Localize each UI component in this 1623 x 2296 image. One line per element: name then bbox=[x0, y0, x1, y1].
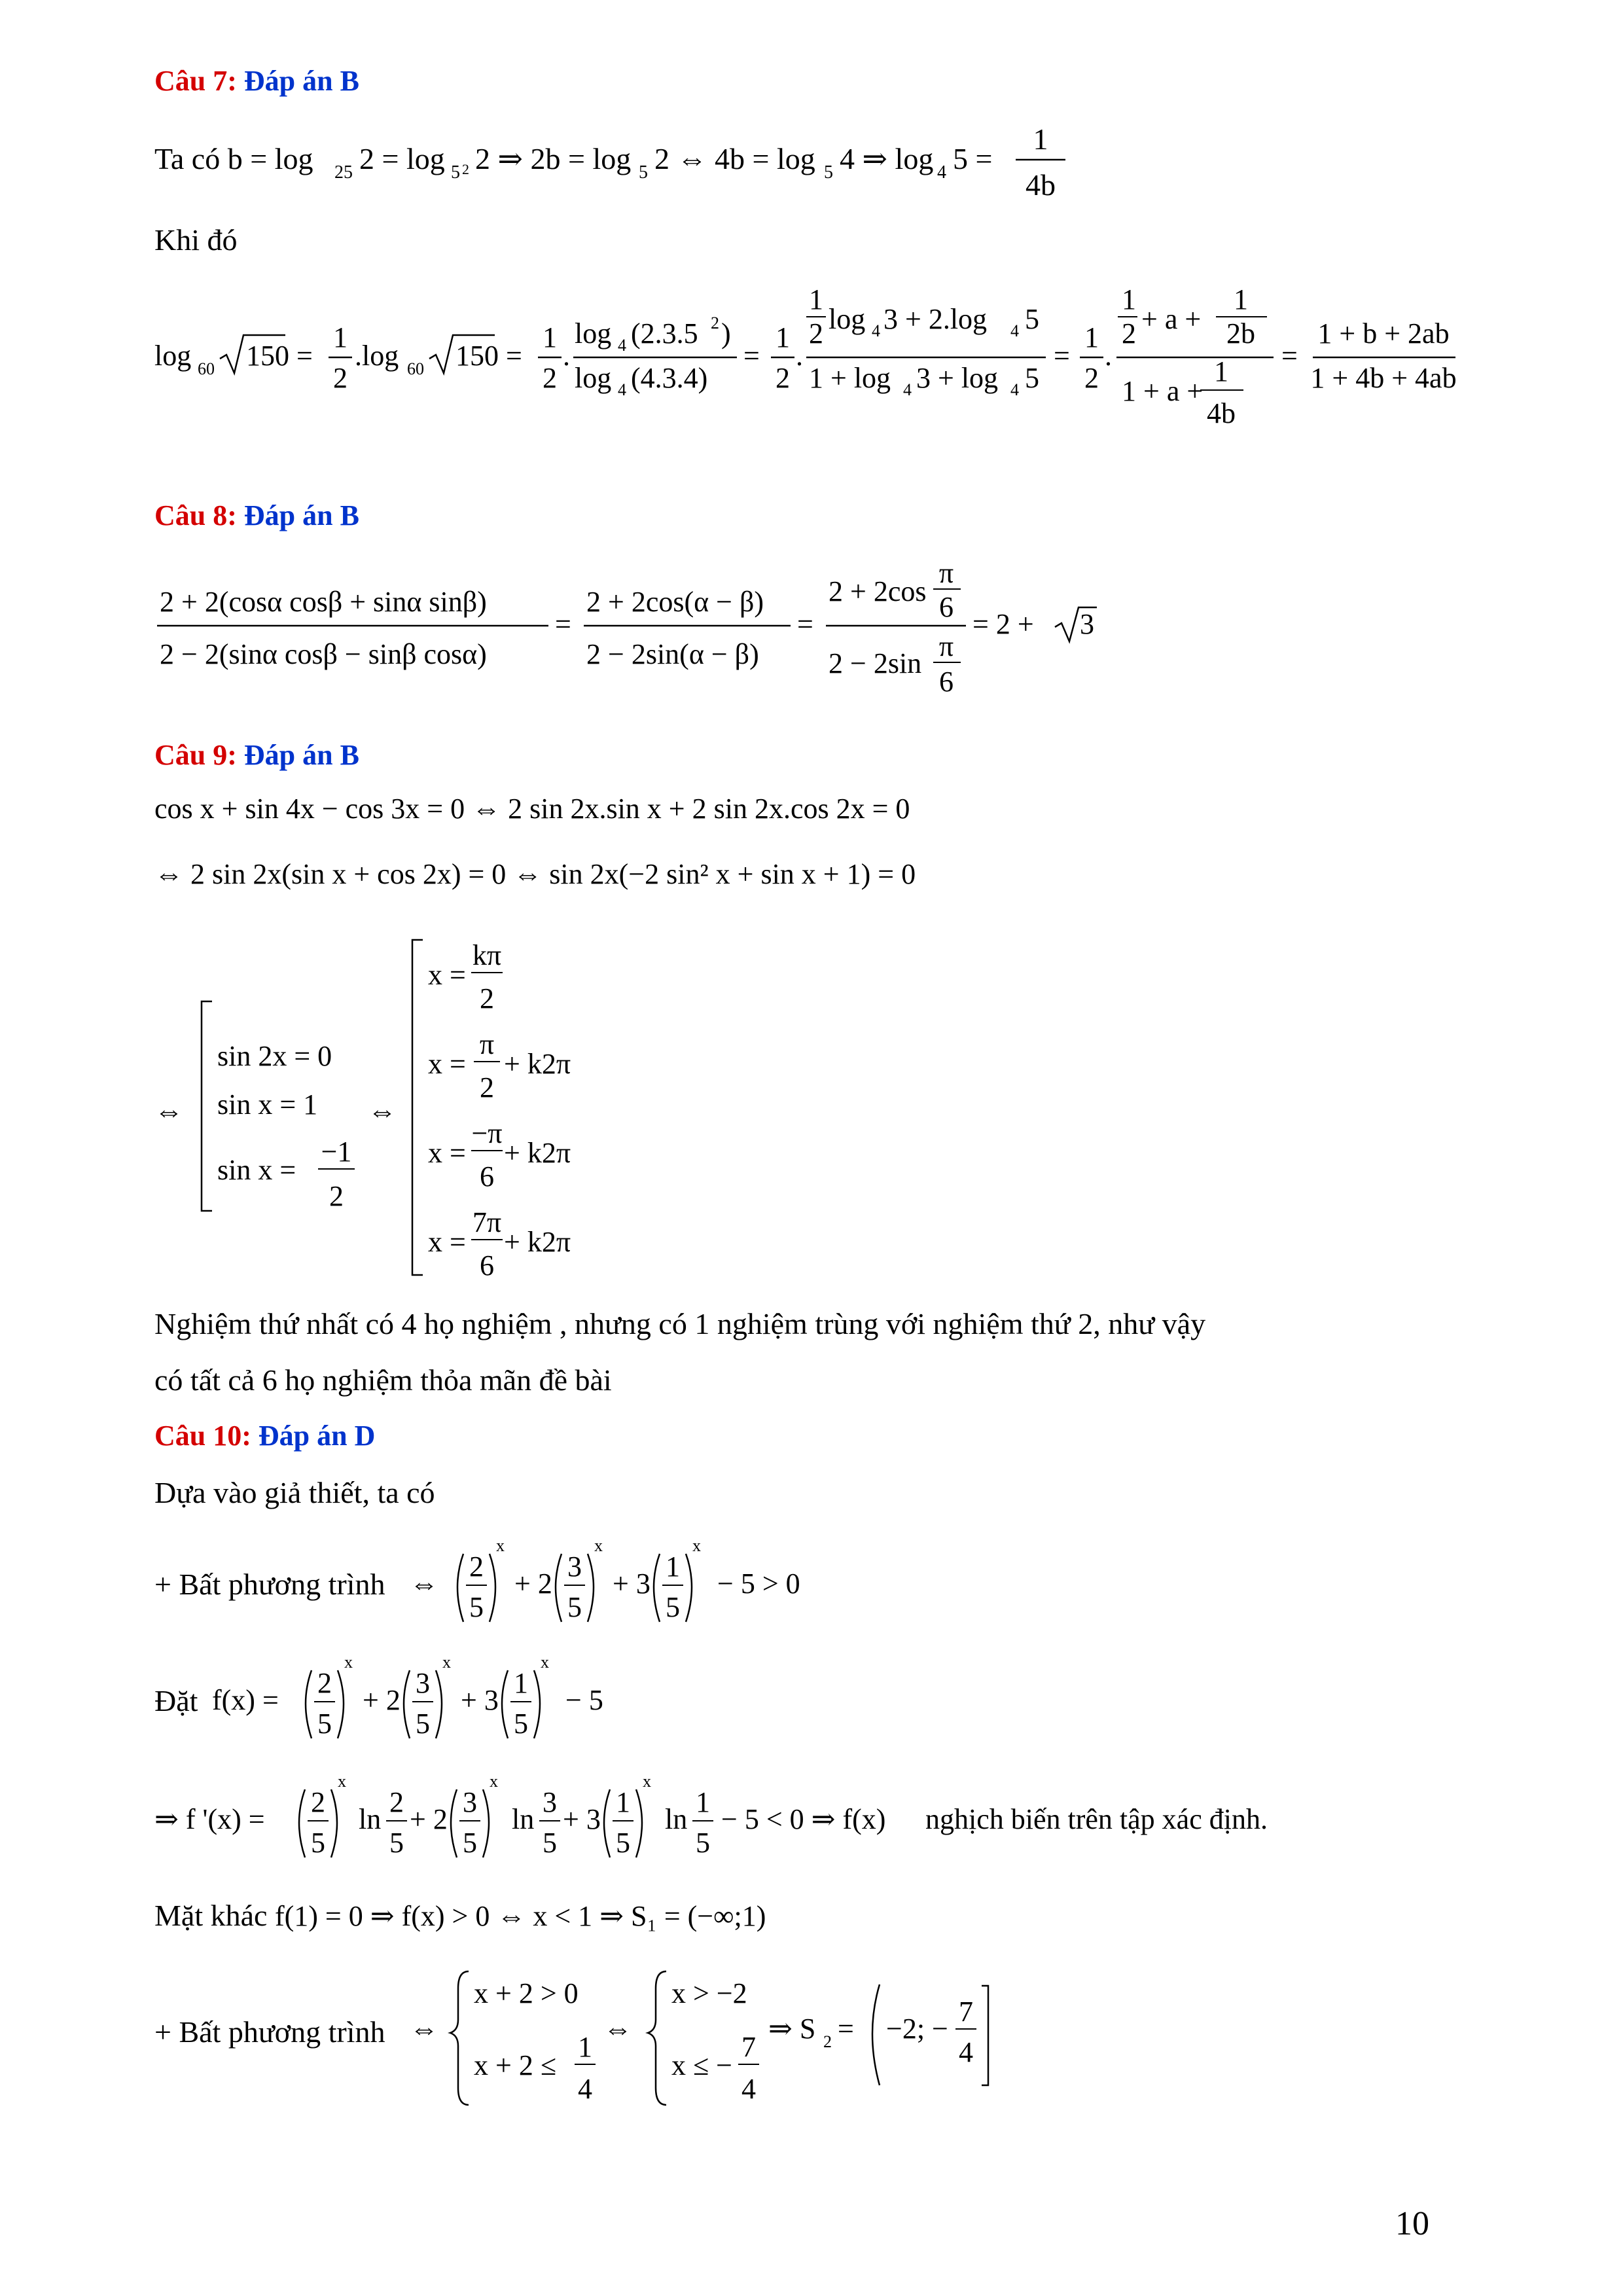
svg-text:7: 7 bbox=[741, 2031, 756, 2063]
q8-formula bbox=[154, 558, 1136, 721]
svg-text:1: 1 bbox=[1084, 321, 1099, 353]
q9-label: Câu 9: bbox=[154, 739, 237, 771]
q10-line1: Dựa vào giả thiết, ta có bbox=[154, 1476, 435, 1509]
q10-deriv-text: nghịch biến trên tập xác định. bbox=[925, 1803, 1268, 1835]
svg-text:⇔: ⇔ bbox=[368, 1095, 397, 1127]
svg-text:x: x bbox=[541, 1653, 549, 1672]
svg-text:2: 2 bbox=[1122, 317, 1136, 350]
svg-text:⇔: ⇔ bbox=[603, 2013, 632, 2045]
svg-text:ln: ln bbox=[359, 1803, 382, 1835]
svg-text:5: 5 bbox=[389, 1827, 404, 1859]
svg-text:2 − 2sin(α − β): 2 − 2sin(α − β) bbox=[586, 638, 759, 670]
svg-text:1 + log: 1 + log bbox=[809, 362, 891, 394]
svg-text:1: 1 bbox=[1033, 122, 1048, 156]
svg-text:+ k2π: + k2π bbox=[504, 1226, 571, 1258]
svg-text:60: 60 bbox=[198, 359, 215, 378]
svg-text:6: 6 bbox=[939, 591, 954, 623]
q7-line2: Khi đó bbox=[154, 223, 238, 257]
svg-text:4: 4 bbox=[872, 321, 880, 340]
svg-text:x > −2: x > −2 bbox=[671, 1977, 747, 2009]
svg-text:5: 5 bbox=[543, 1827, 557, 1859]
svg-text:4: 4 bbox=[618, 336, 626, 355]
svg-text:2 ⇔ 4b = log: 2 ⇔ 4b = log bbox=[654, 142, 815, 175]
svg-text:=: = bbox=[555, 608, 571, 640]
svg-text:⇔: ⇔ bbox=[410, 2013, 438, 2045]
svg-text:1 + b + 2ab: 1 + b + 2ab bbox=[1317, 317, 1450, 350]
svg-text:3: 3 bbox=[463, 1786, 477, 1818]
svg-text:ln: ln bbox=[512, 1803, 535, 1835]
svg-text:x + 2 > 0: x + 2 > 0 bbox=[474, 1977, 579, 2009]
svg-text:π: π bbox=[938, 630, 954, 662]
svg-text:x: x bbox=[344, 1653, 353, 1672]
svg-text:2: 2 bbox=[776, 362, 790, 394]
svg-text:.log: .log bbox=[355, 340, 399, 372]
svg-text:5: 5 bbox=[514, 1708, 528, 1740]
svg-text:+ 2: + 2 bbox=[410, 1803, 448, 1835]
q10-dat-label: Đặt bbox=[154, 1684, 198, 1717]
svg-text:log: log bbox=[829, 303, 866, 335]
svg-text:2: 2 bbox=[480, 1071, 494, 1103]
svg-text:2: 2 bbox=[823, 2032, 832, 2051]
svg-text:25: 25 bbox=[334, 162, 353, 183]
svg-text:1 + a +: 1 + a + bbox=[1122, 375, 1204, 407]
svg-text:+ 2: + 2 bbox=[363, 1684, 401, 1716]
svg-text:x: x bbox=[338, 1772, 346, 1791]
svg-text:3: 3 bbox=[1080, 608, 1094, 640]
svg-text:5: 5 bbox=[451, 162, 460, 183]
svg-text:+ a +: + a + bbox=[1141, 303, 1202, 335]
svg-text:sin 2x = 0: sin 2x = 0 bbox=[217, 1040, 332, 1072]
q10-ineq2 bbox=[410, 1957, 1064, 2121]
svg-text:−2; −: −2; − bbox=[886, 2013, 948, 2045]
svg-text:1: 1 bbox=[616, 1786, 630, 1818]
svg-text:kπ: kπ bbox=[472, 939, 502, 971]
svg-text:1: 1 bbox=[514, 1667, 528, 1699]
svg-text:3 + log: 3 + log bbox=[916, 362, 999, 394]
q10-mat-khac-line bbox=[154, 1898, 766, 1933]
svg-text:4b: 4b bbox=[1207, 397, 1236, 429]
q10-mat-khac-math: f(1) = 0 ⇒ f(x) > 0 ⇔ x < 1 ⇒ S₁ = (−∞;1) bbox=[274, 1900, 766, 1932]
svg-text:x =: x = bbox=[428, 959, 466, 991]
svg-text:Ta có b = log: Ta có b = log bbox=[154, 142, 313, 175]
svg-text:4 ⇒ log: 4 ⇒ log bbox=[840, 142, 934, 175]
svg-text:1: 1 bbox=[1214, 355, 1228, 387]
q10-deriv bbox=[154, 1767, 1268, 1872]
svg-text:2: 2 bbox=[711, 314, 719, 332]
svg-text:2 + 2(cosα cosβ + sinα sinβ): 2 + 2(cosα cosβ + sinα sinβ) bbox=[160, 586, 487, 618]
svg-text:+ 3: + 3 bbox=[461, 1684, 499, 1716]
q10-bpt-label: + Bất phương trình bbox=[154, 1568, 385, 1601]
q7-heading bbox=[154, 64, 359, 98]
svg-text:2 − 2sin: 2 − 2sin bbox=[829, 647, 922, 679]
svg-text:): ) bbox=[721, 317, 731, 350]
svg-text:x: x bbox=[692, 1536, 701, 1555]
svg-text:(4.3.4): (4.3.4) bbox=[631, 362, 708, 394]
svg-text:+ 3: + 3 bbox=[613, 1568, 651, 1600]
svg-text:3 + 2.log: 3 + 2.log bbox=[883, 303, 988, 335]
svg-text:−π: −π bbox=[471, 1117, 503, 1149]
svg-text:.: . bbox=[796, 340, 803, 372]
svg-text:π: π bbox=[938, 557, 954, 589]
svg-text:5: 5 bbox=[469, 1591, 484, 1623]
svg-text:2: 2 bbox=[462, 161, 469, 177]
svg-text:2 − 2(sinα cosβ − sinβ cosα): 2 − 2(sinα cosβ − sinβ cosα) bbox=[160, 638, 487, 670]
svg-text:log: log bbox=[575, 362, 612, 394]
q7-label: Câu 7: bbox=[154, 65, 237, 97]
svg-text:5: 5 bbox=[463, 1827, 477, 1859]
svg-text:2 + 2cos(α − β): 2 + 2cos(α − β) bbox=[586, 586, 764, 618]
q10-fdef bbox=[212, 1648, 736, 1753]
q9-heading bbox=[154, 738, 359, 772]
svg-text:6: 6 bbox=[939, 666, 954, 698]
svg-text:x: x bbox=[490, 1772, 498, 1791]
svg-text:5: 5 bbox=[416, 1708, 430, 1740]
svg-text:+ 2: + 2 bbox=[514, 1568, 552, 1600]
svg-text:2 ⇒ 2b = log: 2 ⇒ 2b = log bbox=[475, 142, 632, 175]
svg-text:5 =: 5 = bbox=[953, 142, 993, 175]
svg-text:3: 3 bbox=[416, 1667, 430, 1699]
svg-text:150 =: 150 = bbox=[455, 340, 522, 372]
svg-text:150 =: 150 = bbox=[246, 340, 313, 372]
svg-text:4: 4 bbox=[903, 380, 912, 399]
svg-text:5: 5 bbox=[824, 162, 833, 183]
q10-label: Câu 10: bbox=[154, 1420, 251, 1452]
svg-text:=: = bbox=[838, 2013, 854, 2045]
svg-text:sin x =: sin x = bbox=[217, 1154, 296, 1186]
svg-text:5: 5 bbox=[317, 1708, 332, 1740]
svg-text:=: = bbox=[1281, 340, 1298, 372]
svg-text:=: = bbox=[797, 608, 813, 640]
q7-formula bbox=[154, 275, 1463, 452]
svg-text:2: 2 bbox=[389, 1786, 404, 1818]
svg-text:.: . bbox=[563, 340, 570, 372]
svg-text:1: 1 bbox=[809, 283, 823, 315]
svg-text:1: 1 bbox=[578, 2031, 592, 2063]
svg-text:=: = bbox=[743, 340, 760, 372]
svg-text:2: 2 bbox=[469, 1551, 484, 1583]
svg-text:log: log bbox=[575, 317, 612, 350]
svg-text:.: . bbox=[1105, 340, 1112, 372]
svg-text:⇔: ⇔ bbox=[410, 1568, 438, 1600]
svg-text:sin x = 1: sin x = 1 bbox=[217, 1088, 318, 1121]
svg-text:− 5 < 0 ⇒ f(x): − 5 < 0 ⇒ f(x) bbox=[721, 1803, 886, 1835]
svg-text:5: 5 bbox=[567, 1591, 582, 1623]
svg-text:4: 4 bbox=[618, 380, 626, 399]
q8-heading bbox=[154, 499, 359, 532]
q10-answer: Đáp án D bbox=[258, 1420, 376, 1452]
q10-mat-khac-label: Mặt khác bbox=[154, 1899, 268, 1932]
svg-text:4: 4 bbox=[937, 162, 946, 183]
q9-text2: có tất cả 6 họ nghiệm thỏa mãn đề bài bbox=[154, 1363, 612, 1397]
svg-text:5: 5 bbox=[311, 1827, 325, 1859]
svg-text:1: 1 bbox=[696, 1786, 710, 1818]
svg-text:1: 1 bbox=[333, 321, 348, 353]
svg-text:x ≤ −: x ≤ − bbox=[671, 2049, 732, 2081]
svg-text:4b: 4b bbox=[1026, 168, 1056, 202]
q9-text1: Nghiệm thứ nhất có 4 họ nghiệm , nhưng có 1 nghiệm trùng với nghiệm thứ 2, như vậy bbox=[154, 1307, 1206, 1340]
svg-text:5: 5 bbox=[1025, 362, 1039, 394]
svg-text:⇒ f '(x) =: ⇒ f '(x) = bbox=[154, 1803, 265, 1835]
svg-text:f(x) =: f(x) = bbox=[212, 1684, 279, 1716]
svg-text:5: 5 bbox=[639, 162, 648, 183]
svg-text:=: = bbox=[1054, 340, 1070, 372]
svg-text:+ k2π: + k2π bbox=[504, 1137, 571, 1169]
svg-text:5: 5 bbox=[616, 1827, 630, 1859]
svg-text:x: x bbox=[594, 1536, 603, 1555]
svg-text:2: 2 bbox=[329, 1180, 344, 1212]
svg-text:ln: ln bbox=[665, 1803, 688, 1835]
q10-bpt2-label: + Bất phương trình bbox=[154, 2015, 385, 2049]
svg-text:(2.3.5: (2.3.5 bbox=[631, 317, 698, 350]
svg-text:6: 6 bbox=[480, 1160, 494, 1193]
svg-text:x: x bbox=[442, 1653, 451, 1672]
svg-text:2: 2 bbox=[333, 362, 348, 394]
svg-text:7π: 7π bbox=[472, 1206, 502, 1238]
svg-text:60: 60 bbox=[407, 359, 424, 378]
svg-text:x =: x = bbox=[428, 1137, 466, 1169]
svg-text:− 5: − 5 bbox=[565, 1684, 603, 1716]
svg-text:2: 2 bbox=[480, 982, 494, 1014]
svg-text:− 5 > 0: − 5 > 0 bbox=[717, 1568, 800, 1600]
q9-system bbox=[154, 928, 613, 1295]
q9-line2: ⇔ 2 sin 2x(sin x + cos 2x) = 0 ⇔ sin 2x(−2 sin² x + sin x + 1) = 0 bbox=[154, 858, 916, 890]
svg-text:1: 1 bbox=[543, 321, 557, 353]
svg-text:1: 1 bbox=[1234, 283, 1248, 315]
svg-text:5: 5 bbox=[1025, 303, 1039, 335]
svg-text:2: 2 bbox=[311, 1786, 325, 1818]
svg-text:x + 2 ≤: x + 2 ≤ bbox=[474, 2049, 556, 2081]
svg-text:4: 4 bbox=[1010, 321, 1019, 340]
svg-text:4: 4 bbox=[1010, 380, 1019, 399]
q7-answer: Đáp án B bbox=[243, 65, 359, 97]
svg-text:+ k2π: + k2π bbox=[504, 1048, 571, 1080]
svg-text:4: 4 bbox=[959, 2036, 973, 2068]
svg-text:1 + 4b + 4ab: 1 + 4b + 4ab bbox=[1310, 362, 1457, 394]
page-number: 10 bbox=[1395, 2205, 1429, 2242]
svg-text:2: 2 bbox=[1084, 362, 1099, 394]
svg-text:2 + 2cos: 2 + 2cos bbox=[829, 575, 927, 607]
q8-answer: Đáp án B bbox=[243, 499, 359, 531]
svg-text:5: 5 bbox=[666, 1591, 680, 1623]
q8-label: Câu 8: bbox=[154, 499, 237, 531]
svg-text:log: log bbox=[154, 340, 192, 372]
svg-text:4: 4 bbox=[741, 2073, 756, 2105]
svg-text:−1: −1 bbox=[321, 1136, 352, 1168]
q9-answer: Đáp án B bbox=[243, 739, 359, 771]
q10-ineq1 bbox=[410, 1532, 933, 1636]
q7-line1 bbox=[154, 118, 1136, 209]
svg-text:2: 2 bbox=[809, 317, 823, 350]
svg-text:2: 2 bbox=[317, 1667, 332, 1699]
svg-text:π: π bbox=[479, 1028, 495, 1060]
svg-text:3: 3 bbox=[543, 1786, 557, 1818]
svg-text:7: 7 bbox=[959, 1996, 973, 2028]
svg-text:4: 4 bbox=[578, 2073, 592, 2105]
svg-text:= 2 +: = 2 + bbox=[972, 608, 1034, 640]
svg-text:2 = log: 2 = log bbox=[359, 142, 445, 175]
svg-text:1: 1 bbox=[1122, 283, 1136, 315]
svg-text:6: 6 bbox=[480, 1249, 494, 1282]
svg-text:2: 2 bbox=[543, 362, 557, 394]
svg-text:2b: 2b bbox=[1226, 317, 1255, 350]
svg-text:1: 1 bbox=[666, 1551, 680, 1583]
svg-text:x: x bbox=[643, 1772, 651, 1791]
svg-text:+ 3: + 3 bbox=[563, 1803, 601, 1835]
q9-line1: cos x + sin 4x − cos 3x = 0 ⇔ 2 sin 2x.sin x + 2 sin 2x.cos 2x = 0 bbox=[154, 793, 910, 825]
svg-text:x: x bbox=[496, 1536, 505, 1555]
svg-text:3: 3 bbox=[567, 1551, 582, 1583]
svg-text:x =: x = bbox=[428, 1226, 466, 1258]
svg-text:5: 5 bbox=[696, 1827, 710, 1859]
svg-text:1: 1 bbox=[776, 321, 790, 353]
svg-text:⇒ S: ⇒ S bbox=[768, 2013, 816, 2045]
svg-text:⇔: ⇔ bbox=[154, 1095, 183, 1127]
q10-heading bbox=[154, 1419, 375, 1452]
svg-text:x =: x = bbox=[428, 1048, 466, 1080]
